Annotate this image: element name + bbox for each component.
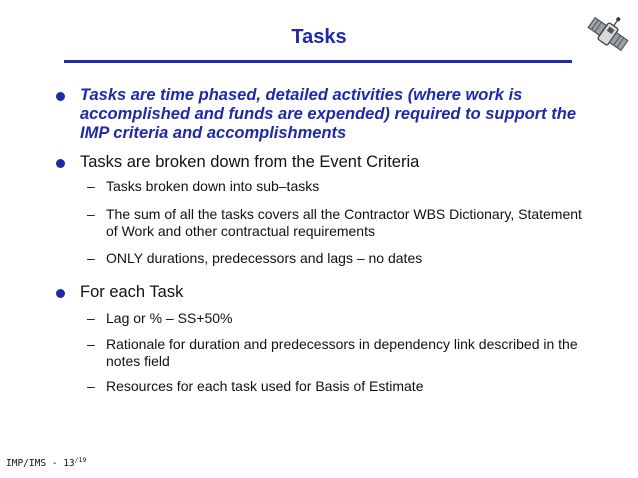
bullet-marker [56,289,65,298]
bullet-3-sub-2: Rationale for duration and predecessors in dependency link described in the notes field [106,336,578,369]
bullet-3-text: For each Task [80,283,184,301]
sub-bullet-dash: – [87,310,95,326]
sub-bullet-dash: – [87,206,95,222]
page-total: /19 [74,456,87,464]
sub-bullet-dash: – [87,178,95,194]
bullet-2-text: Tasks are broken down from the Event Criteria [80,153,420,171]
bullet-3-sub-3: Resources for each task used for Basis of Estimate [106,378,424,394]
bullet-marker [56,92,65,101]
slide-title: Tasks [291,26,347,48]
bullet-marker [56,159,65,168]
bullet-3-sub-1: Lag or % – SS+50% [106,310,233,326]
sub-bullet-dash: – [87,336,95,352]
sub-bullet-dash: – [87,378,95,394]
bullet-2-sub-2: The sum of all the tasks covers all the Contractor WBS Dictionary, Statement of Work and other contractual requirements [106,206,582,239]
bullet-2-sub-3: ONLY durations, predecessors and lags – no dates [106,250,423,266]
slide-footer [6,456,86,469]
sub-bullet-dash: – [87,250,95,266]
bullet-1-text: Tasks are time phased, detailed activities (where work is accomplished and funds are expended) required to support the IMP criteria and accomplishments [80,86,576,142]
bullet-2-sub-1: Tasks broken down into sub–tasks [106,178,320,194]
page-number: IMP/IMS - 13 [6,458,75,469]
